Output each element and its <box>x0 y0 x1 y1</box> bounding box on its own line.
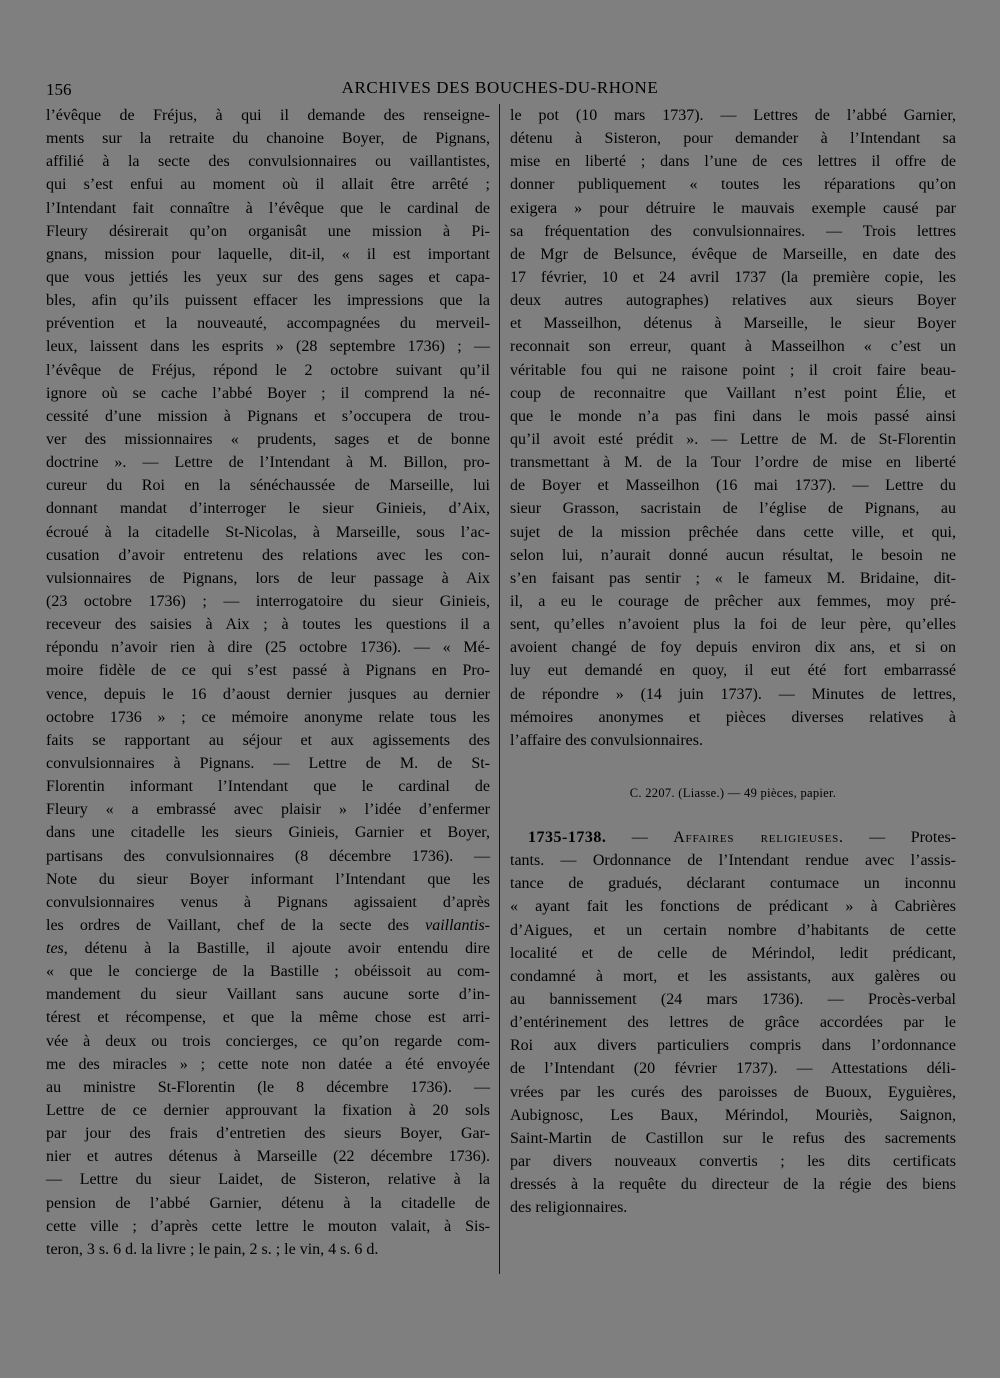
text-line: tes, détenu à la Bastille, il ajoute avoir entendu dire <box>46 940 490 958</box>
text-line: cusation d’avoir entretenu des relations avec les con- <box>46 546 490 564</box>
text-line: 17 février, 10 et 24 avril 1737 (la première copie, les <box>510 268 956 286</box>
text-line: de l’Intendant (20 février 1737). — Attestations déli- <box>510 1060 956 1078</box>
text-line: vulsionnaires de Pignans, lors de leur passage à Aix <box>46 569 490 587</box>
text-line: exigera » pour détruire le mauvais exemple causé par <box>510 199 956 217</box>
text-line: sieur Grasson, sacristain de l’église de Pignans, au <box>510 500 956 518</box>
text-line: faits se rapportant au séjour et aux agissements des <box>46 731 490 749</box>
text-line: cessité d’une mission à Pignans et s’occupera de trou- <box>46 407 490 425</box>
text-line: le pot (10 mars 1737). — Lettres de l’abbé Garnier, <box>510 107 956 124</box>
text-line: détenu à Sisteron, pour demander à l’Intendant sa <box>510 130 956 148</box>
text-line: donner publiquement « toutes les réparations qu’on <box>510 176 956 194</box>
right-column <box>510 104 956 752</box>
text-line: l’évêque de Fréjus, répond le 2 octobre suivant qu’il <box>46 361 490 379</box>
text-line: doctrine ». — Lettre de l’Intendant à M. Billon, pro- <box>46 454 490 472</box>
catalog-entry-body <box>510 826 956 1219</box>
text-line: Aubignosc, Les Baux, Mérindol, Mouriès, Saignon, <box>510 1106 956 1124</box>
text-line: ments sur la retraite du chanoine Boyer, de Pignans, <box>46 130 490 148</box>
text-line: — Lettre du sieur Laidet, de Sisteron, relative à la <box>46 1171 490 1189</box>
text-line: Roi aux divers particuliers compris dans l’ordonnance <box>510 1037 956 1055</box>
text-line: dans une citadelle les sieurs Ginieis, Garnier et Boyer, <box>46 824 490 842</box>
text-line: tants. — Ordonnance de l’Intendant rendue avec l’assis- <box>510 852 956 870</box>
text-line: il, a eu le courage de prêcher aux femmes, moy pré- <box>510 592 956 610</box>
text-line: « que le concierge de la Bastille ; obéissoit au com- <box>46 963 490 981</box>
text-line: Note du sieur Boyer informant l’Intendant que les <box>46 870 490 888</box>
text-line: nier et autres détenus à Marseille (22 décembre 1736). <box>46 1148 490 1166</box>
text-line: répondu n’avoir rien à dire (25 octobre 1736). — « Mé- <box>46 639 490 657</box>
text-line: sent, qu’elles n’avoient plus la foi de leur père, qu’elles <box>510 616 956 634</box>
text-line: convulsionnaires à Pignans. — Lettre de M. de St- <box>46 754 490 772</box>
catalog-entry-dates: 1735-1738. <box>528 829 607 846</box>
text-line: mandement du sieur Vaillant sans aucune sorte d’in- <box>46 986 490 1004</box>
text-line: tance de gradués, déclarant contumace un inconnu <box>510 875 956 893</box>
text-line: partisans des convulsionnaires (8 décembre 1736). — <box>46 847 490 865</box>
text-line: de répondre » (14 juin 1737). — Minutes de lettres, <box>510 685 956 703</box>
text-line: de Boyer et Masseilhon (16 mai 1737). — Lettre du <box>510 477 956 495</box>
text-line: des religionnaires. <box>510 1199 628 1217</box>
page-number: 156 <box>46 80 72 99</box>
text-line: écroué à la citadelle St-Nicolas, à Marseille, sous l’ac- <box>46 523 490 541</box>
text-line: dressés à la requête du directeur de la régie des biens <box>510 1176 956 1194</box>
catalog-entry-subject: Affaires religieuses. <box>673 829 844 846</box>
text-line: affilié à la secte des convulsionnaires ou vaillantistes, <box>46 153 490 171</box>
text-line: cureur du Roi en la sénéchaussée de Marseille, lui <box>46 477 490 495</box>
text-line: transmettant à M. de la Tour l’ordre de mise en liberté <box>510 454 956 472</box>
text-line: condamné à mort, et les assistants, aux galères ou <box>510 967 956 985</box>
text-line: octobre 1736 » ; ce mémoire anonyme relate tous les <box>46 708 490 726</box>
text-line: mise en liberté ; dans l’une de ces lettres il offre de <box>510 153 956 171</box>
text-line: luy eut demandé en quoy, il eut été fort embarrassé <box>510 662 956 680</box>
text-line: cette ville ; d’après cette lettre le mouton valait, à Sis- <box>46 1217 490 1235</box>
text-line: convulsionnaires venus à Pignans agissaient d’après <box>46 893 490 911</box>
text-line: Lettre de ce dernier approuvant la fixation à 20 sols <box>46 1102 490 1120</box>
text-line: mémoires anonymes et pièces diverses relatives à <box>510 708 956 726</box>
text-line: receveur des saisies à Aix ; à toutes les questions il a <box>46 616 490 634</box>
text-line: l’Intendant fait connaître à l’évêque que le cardinal de <box>46 199 490 217</box>
running-title: ARCHIVES DES BOUCHES-DU-RHONE <box>341 78 659 97</box>
text-line: les ordres de Vaillant, chef de la secte des vaillantis- <box>46 916 490 934</box>
text-line: avoient changé de foy depuis environ dix ans, et si on <box>510 639 956 657</box>
text-line: Fleury « a embrassé avec plaisir » l’idée d’enfermer <box>46 801 490 819</box>
text-line: ignore où se cache l’abbé Boyer ; il comprend la né- <box>46 384 490 402</box>
text-line: donnant mandat d’interroger le sieur Ginieis, d’Aix, <box>46 500 490 518</box>
text-line: l’évêque de Fréjus, à qui il demande des renseigne- <box>46 107 490 124</box>
text-line: selon lui, n’aurait donné aucun résultat, le besoin ne <box>510 546 956 564</box>
text-line: vrées par les curés des paroisses de Buoux, Eyguières, <box>510 1083 956 1101</box>
text-line: sujet de la mission prêchée dans cette ville, et qui, <box>510 523 956 541</box>
text-line: « ayant fait les fonctions de prédicant » à Cabrières <box>510 898 956 916</box>
text-line: de Mgr de Belsunce, évêque de Marseille, en date des <box>510 245 956 263</box>
text-line: au ministre St-Florentin (le 8 décembre 1736). — <box>46 1078 490 1096</box>
text-line: Florentin informant l’Intendant que le cardinal de <box>46 778 490 796</box>
text-line: ver des missionnaires « prudents, sages et de bonne <box>46 430 490 448</box>
text-line: et Masseilhon, détenus à Marseille, le sieur Boyer <box>510 315 956 333</box>
text-line: d’entérinement des lettres de grâce accordées par le <box>510 1014 956 1032</box>
text-line: sa fréquentation des convulsionnaires. — Trois lettres <box>510 222 956 240</box>
text-line: reconnait son erreur, quant à Masseilhon « c’est un <box>510 338 956 356</box>
text-line: térest et récompense, et que la même chose est arri- <box>46 1009 490 1027</box>
text-line: par jour des frais d’entretien des sieurs Boyer, Gar- <box>46 1125 490 1143</box>
text-line: au bannissement (24 mars 1736). — Procès-verbal <box>510 990 956 1008</box>
text-line: véritable fou qui ne raisone point ; il croit faire beau- <box>510 361 956 379</box>
text-line: moire fidèle de ce qui s’est passé à Pignans en Pro- <box>46 662 490 680</box>
text-line: Fleury désirerait qu’on organisât une mission à Pi- <box>46 222 490 240</box>
text-line: (23 octobre 1736) ; — interrogatoire du sieur Ginieis, <box>46 592 490 610</box>
left-column <box>46 104 490 1261</box>
catalog-entry-first-line: 1735-1738. — Affaires religieuses. — Protes- <box>528 829 957 846</box>
text-line: l’affaire des convulsionnaires. <box>510 731 703 749</box>
text-line: leux, laissent dans les esprits » (28 septembre 1736) ; — <box>46 338 490 356</box>
column-divider <box>499 104 500 1274</box>
text-line: prévention et la nouveauté, accompagnées du merveil- <box>46 315 490 333</box>
text-line: s’en faisant pas sentir ; « le fameux M. Bridaine, dit- <box>510 569 956 587</box>
text-line: que le monde n’a pas fini dans le mois passé ainsi <box>510 407 956 425</box>
catalog-entry-first-line-rest: — Protes- <box>869 829 957 846</box>
text-line: localité et de celle de Mérindol, ledit prédicant, <box>510 944 956 962</box>
text-line: bles, afin qu’ils puissent effacer les impressions que la <box>46 292 490 310</box>
text-line: teron, 3 s. 6 d. la livre ; le pain, 2 s. ; le vin, 4 s. 6 d. <box>46 1240 379 1258</box>
text-line: deux autres autographes) relatives aux sieurs Boyer <box>510 292 956 310</box>
text-line: gnans, mission pour laquelle, dit-il, « il est important <box>46 245 490 263</box>
text-line: que vous jettiés les yeux sur des gens sages et capa- <box>46 268 490 286</box>
text-line: qu’il avoit esté prédit ». — Lettre de M. de St-Florentin <box>510 430 956 448</box>
text-line: qui s’est enfui au moment où il allait être arrêté ; <box>46 176 490 194</box>
text-line: coup de reconnaitre que Vaillant n’est point Élie, et <box>510 384 956 402</box>
text-line: par divers nouveaux convertis ; les dits certificats <box>510 1152 956 1170</box>
text-line: d’Aigues, et un certain nombre d’habitants de cette <box>510 921 956 939</box>
text-line: vée à deux ou trois concierges, ce qu’on regarde com- <box>46 1032 490 1050</box>
text-line: vence, depuis le 16 d’aoust dernier jusques au dernier <box>46 685 490 703</box>
text-line: Saint-Martin de Castillon sur le refus des sacrements <box>510 1129 956 1147</box>
text-line: pension de l’abbé Garnier, détenu à la citadelle de <box>46 1194 490 1212</box>
catalog-entry-heading: C. 2207. (Liasse.) — 49 pièces, papier. <box>629 786 837 800</box>
text-line: me des miracles » ; cette note non datée a été envoyée <box>46 1055 490 1073</box>
